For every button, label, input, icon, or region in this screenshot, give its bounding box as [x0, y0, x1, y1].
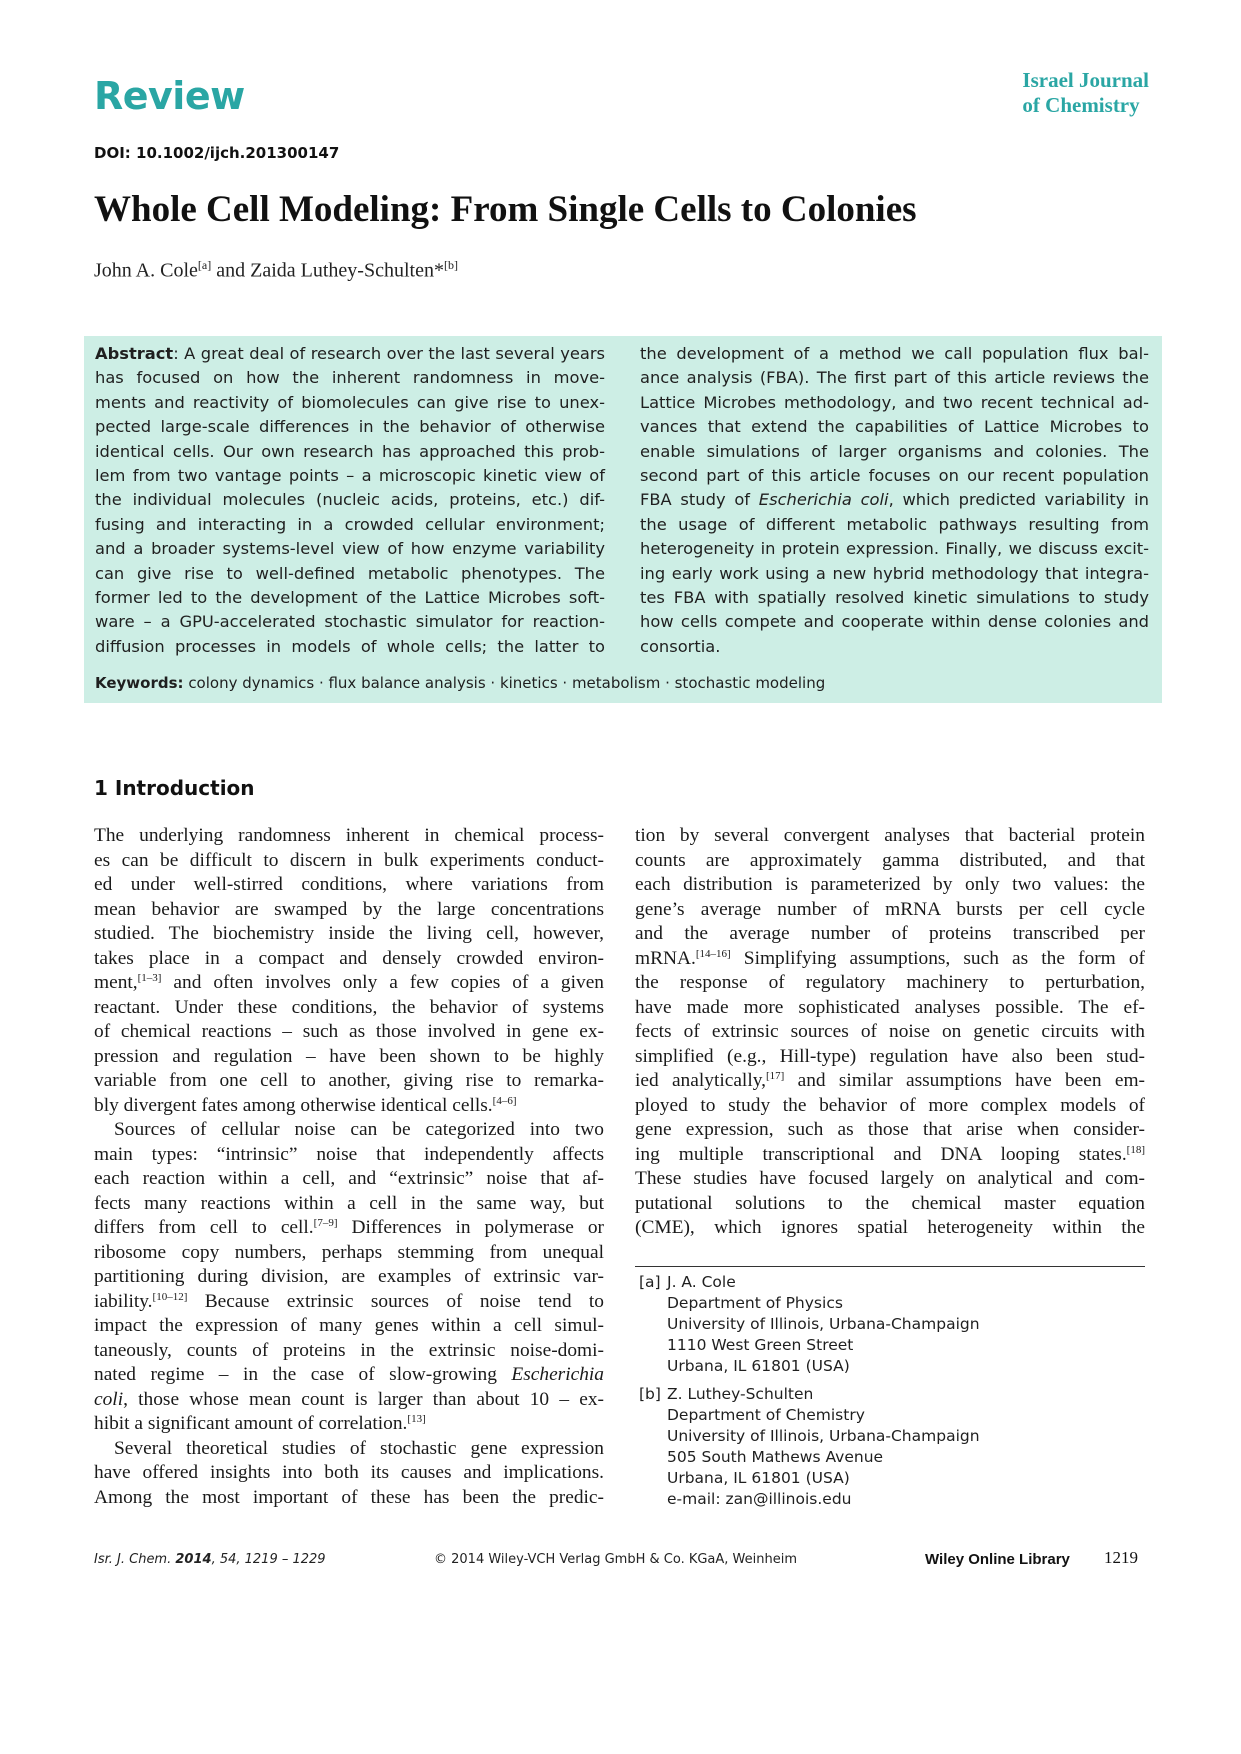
body-text: ployed to study the behavior of more complex models of	[635, 1094, 1145, 1116]
body-text: Sources of cellular noise can be categorized into two	[114, 1119, 604, 1140]
affiliation-line: 505 South Mathews Avenue	[667, 1448, 884, 1466]
body-text: pression and regulation – have been shown to be highly	[94, 1045, 604, 1067]
email-link[interactable]: e-mail: zan@illinois.edu	[667, 1490, 852, 1508]
body-line	[635, 1192, 1145, 1217]
body-line	[94, 971, 604, 996]
body-text: counts are approximately gamma distributed, and that	[635, 849, 1145, 871]
body-text: and often involves only a few copies of a given	[161, 972, 604, 993]
body-line	[94, 996, 604, 1021]
body-text: taneously, counts of proteins in the extrinsic noise-domi-	[94, 1339, 604, 1361]
body-text: bly divergent fates among otherwise identical cells.	[94, 1094, 493, 1116]
abstract-line: consortia.	[640, 636, 721, 656]
body-text: ing multiple transcriptional and DNA looping states.	[635, 1143, 1127, 1165]
abstract-line	[640, 488, 1149, 512]
affiliation-line: Department of Chemistry	[667, 1406, 865, 1424]
body-text: reactant. Under these conditions, the behavior of systems	[94, 996, 604, 1018]
abstract-box	[84, 336, 1162, 703]
abstract-line: identical cells. Our own research has approached this prob-	[95, 441, 605, 461]
body-line	[94, 898, 604, 923]
abstract-line: former led to the development of the Lattice Microbes soft-	[95, 588, 605, 608]
body-line	[94, 1437, 604, 1462]
body-line	[94, 824, 604, 849]
body-text: iability.	[94, 1290, 153, 1312]
abstract-line: and a broader systems-level view of how enzyme variability	[95, 539, 605, 559]
species-name: Escherichia	[511, 1364, 604, 1385]
article-title: Whole Cell Modeling: From Single Cells to Colonies	[94, 189, 917, 230]
abstract-text: FBA study of	[640, 490, 759, 510]
affiliation-ref[interactable]: [b]	[443, 258, 458, 272]
body-text: the response of regulatory machinery to perturbation,	[635, 972, 1145, 993]
footer-copyright: © 2014 Wiley-VCH Verlag GmbH & Co. KGaA, Weinheim	[434, 1552, 798, 1567]
body-line	[635, 1094, 1145, 1119]
abstract-column-right	[640, 342, 1149, 659]
author-name: John A. Cole	[94, 259, 198, 282]
affiliation-line: J. A. Cole	[667, 1273, 736, 1291]
abstract-line: ware – a GPU-accelerated stochastic simulator for reaction-	[95, 612, 605, 632]
abstract-line: fusing and interacting in a crowded cellular environment;	[95, 514, 605, 534]
body-text: partitioning during division, are examples of extrinsic var-	[94, 1266, 604, 1287]
citation-year: 2014	[175, 1552, 212, 1567]
body-text: es can be difficult to discern in bulk experiments conduct-	[94, 849, 604, 871]
affiliation-tag: [b]	[639, 1385, 661, 1403]
body-text: have made more sophisticated analyses possible. The ef-	[635, 996, 1145, 1018]
body-text: each reaction within a cell, and “extrinsic” noise that af-	[94, 1168, 604, 1189]
author-conjunction: and	[211, 259, 251, 282]
body-text: simplified (e.g., Hill-type) regulation have also been stud-	[635, 1045, 1145, 1067]
body-text: of chemical reactions – such as those involved in gene ex-	[94, 1021, 604, 1042]
citation-volume-pages: , 54, 1219 – 1229	[211, 1552, 326, 1567]
abstract-line: diffusion processes in models of whole cells; the latter to	[95, 636, 605, 656]
body-text: Among the most important of these has been the predic-	[94, 1486, 604, 1508]
affiliation-line: 1110 West Green Street	[667, 1336, 854, 1354]
footer-citation	[94, 1552, 326, 1567]
affiliation-tag: [a]	[639, 1273, 661, 1291]
body-line	[94, 1167, 604, 1192]
author-name: Zaida Luthey-Schulten*	[250, 259, 444, 282]
keywords-label: Keywords:	[95, 674, 184, 692]
abstract-line: ments and reactivity of biomolecules can give rise to unex-	[95, 392, 605, 412]
body-line	[94, 1192, 604, 1217]
body-line	[94, 1486, 604, 1511]
species-name: Escherichia coli	[758, 490, 889, 510]
body-line	[635, 1143, 1145, 1168]
body-line	[635, 996, 1145, 1021]
abstract-line: heterogeneity in protein expression. Finally, we discuss excit-	[640, 539, 1149, 559]
citation-ref[interactable]: [4–6]	[492, 1094, 517, 1107]
body-line	[94, 849, 604, 874]
abstract-line: ing early work using a new hybrid methodology that integra-	[640, 563, 1149, 583]
body-line	[94, 1412, 604, 1437]
species-name: coli	[94, 1388, 124, 1410]
body-text: Because extrinsic sources of noise tend to	[187, 1290, 604, 1312]
abstract-line	[95, 342, 605, 366]
body-text: The underlying randomness inherent in chemical process-	[94, 825, 604, 846]
body-column-left	[94, 824, 604, 1510]
body-line	[94, 1045, 604, 1070]
body-text: hibit a significant amount of correlation.	[94, 1413, 408, 1434]
footnote-rule	[635, 1266, 1145, 1267]
section-heading: 1 Introduction	[94, 776, 255, 800]
body-line	[635, 971, 1145, 996]
body-line	[94, 1461, 604, 1486]
abstract-line: can give rise to well-defined metabolic phenotypes. The	[95, 563, 605, 583]
body-text: Several theoretical studies of stochastic gene expression	[114, 1437, 604, 1459]
abstract-line: lem from two vantage points – a microscopic kinetic view of	[95, 466, 605, 486]
abstract-label: Abstract	[95, 344, 174, 363]
journal-name-line1: Israel Journal	[1022, 68, 1149, 92]
body-text: takes place in a compact and densely crowded environ-	[94, 947, 604, 969]
body-text: , those whose mean count is larger than about 10 – ex-	[123, 1388, 604, 1410]
citation-ref[interactable]: [17]	[766, 1070, 785, 1082]
body-text: variable from one cell to another, giving rise to remarka-	[94, 1070, 604, 1091]
body-line	[94, 1265, 604, 1290]
abstract-line: how cells compete and cooperate within dense colonies and	[640, 612, 1149, 632]
citation-ref[interactable]: [7–9]	[313, 1217, 338, 1229]
body-line	[635, 947, 1145, 972]
body-text: each distribution is parameterized by only two values: the	[635, 874, 1145, 895]
body-text: ied analytically,	[635, 1070, 766, 1091]
citation-ref[interactable]: [13]	[407, 1413, 426, 1425]
doi[interactable]: DOI: 10.1002/ijch.201300147	[94, 144, 340, 162]
body-text: gene expression, such as those that arise when consider-	[635, 1119, 1145, 1140]
affiliation-address	[667, 1272, 980, 1377]
abstract-line: has focused on how the inherent randomness in move-	[95, 368, 605, 388]
abstract-column-left	[95, 342, 605, 659]
abstract-line: the development of a method we call population flux bal-	[640, 344, 1149, 363]
body-line	[94, 1094, 604, 1119]
body-line	[94, 1069, 604, 1094]
body-line	[635, 824, 1145, 849]
citation-ref[interactable]: [10–12]	[152, 1290, 188, 1303]
affiliation-line: Department of Physics	[667, 1294, 843, 1312]
abstract-line: enable simulations of larger organisms and colonies. The	[640, 441, 1149, 461]
keywords-list: colony dynamics · flux balance analysis · kinetics · metabolism · stochastic modeling	[183, 674, 826, 692]
body-line	[94, 1363, 604, 1388]
abstract-line: the individual molecules (nucleic acids, proteins, etc.) dif-	[95, 490, 605, 510]
abstract-line: the usage of different metabolic pathways resulting from	[640, 514, 1149, 534]
body-line	[635, 873, 1145, 898]
abstract-line: Lattice Microbes methodology, and two recent technical ad-	[640, 392, 1149, 412]
wiley-online-library-link[interactable]: Wiley Online Library	[925, 1551, 1070, 1568]
body-text: ment,	[94, 972, 138, 993]
affiliation-address	[667, 1384, 980, 1510]
abstract-line: second part of this article focuses on our recent population	[640, 466, 1149, 486]
body-text: Simplifying assumptions, such as the form of	[730, 947, 1145, 969]
body-line	[635, 1020, 1145, 1045]
body-text: Differences in polymerase or	[337, 1217, 604, 1238]
body-text: putational solutions to the chemical master equation	[635, 1192, 1145, 1214]
body-line	[94, 1314, 604, 1339]
journal-name-line2: of Chemistry	[1022, 93, 1140, 117]
citation-ref[interactable]: [18]	[1126, 1143, 1145, 1156]
body-text: have offered insights into both its causes and implications.	[94, 1462, 604, 1483]
body-line	[635, 849, 1145, 874]
section-label: Review	[94, 74, 245, 118]
citation-ref[interactable]: [14–16]	[695, 947, 731, 960]
body-text: mean behavior are swamped by the large concentrations	[94, 898, 604, 920]
body-line	[635, 1216, 1145, 1241]
body-line	[635, 1069, 1145, 1094]
body-line	[94, 1388, 604, 1413]
abstract-line: tes FBA with spatially resolved kinetic simulations to study	[640, 588, 1149, 608]
body-column-right	[635, 824, 1145, 1241]
body-text: ed under well-stirred conditions, where variations from	[94, 874, 604, 895]
body-text: fects of extrinsic sources of noise on genetic circuits with	[635, 1021, 1145, 1042]
abstract-text: : A great deal of research over the last several years	[173, 344, 605, 363]
body-text: nated regime – in the case of slow-growing	[94, 1364, 512, 1385]
citation-ref[interactable]: [1–3]	[137, 972, 162, 984]
body-line	[94, 1216, 604, 1241]
body-line	[94, 1020, 604, 1045]
body-text: tion by several convergent analyses that bacterial protein	[635, 825, 1145, 846]
abstract-line: ance analysis (FBA). The first part of this article reviews the	[640, 368, 1149, 388]
body-line	[94, 1290, 604, 1315]
body-text: fects many reactions within a cell in the same way, but	[94, 1192, 604, 1214]
body-text: gene’s average number of mRNA bursts per cell cycle	[635, 898, 1145, 920]
body-line	[94, 1143, 604, 1168]
abstract-line: vances that extend the capabilities of Lattice Microbes to	[640, 417, 1149, 437]
body-line	[635, 922, 1145, 947]
body-text: (CME), which ignores spatial heterogeneity within the	[635, 1217, 1145, 1238]
body-line	[94, 873, 604, 898]
body-text: mRNA.	[635, 947, 696, 969]
affiliation-ref[interactable]: [a]	[197, 258, 212, 272]
body-line	[635, 1118, 1145, 1143]
body-line	[635, 898, 1145, 923]
body-line	[94, 1118, 604, 1143]
page-number: 1219	[1104, 1548, 1138, 1567]
affiliation-line: University of Illinois, Urbana-Champaign	[667, 1427, 980, 1445]
abstract-text: , which predicted variability in	[888, 490, 1149, 510]
journal-name[interactable]	[1022, 68, 1149, 118]
body-text: studied. The biochemistry inside the living cell, however,	[94, 923, 604, 944]
body-text: and similar assumptions have been em-	[784, 1070, 1145, 1091]
body-line	[94, 947, 604, 972]
body-text: and the average number of proteins transcribed per	[635, 923, 1145, 944]
body-text: differs from cell to cell.	[94, 1217, 314, 1238]
author-line	[94, 258, 458, 283]
affiliation-line: Z. Luthey-Schulten	[667, 1385, 814, 1403]
body-line	[635, 1167, 1145, 1192]
body-line	[94, 1241, 604, 1266]
body-line	[94, 922, 604, 947]
keywords	[95, 674, 825, 692]
body-line	[635, 1045, 1145, 1070]
body-text: main types: “intrinsic” noise that independently affects	[94, 1143, 604, 1165]
abstract-line: pected large-scale differences in the behavior of otherwise	[95, 417, 605, 437]
citation-journal: Isr. J. Chem.	[94, 1552, 176, 1567]
affiliation-line: University of Illinois, Urbana-Champaign	[667, 1315, 980, 1333]
affiliation-line: Urbana, IL 61801 (USA)	[667, 1469, 850, 1487]
body-line	[94, 1339, 604, 1364]
body-text: These studies have focused largely on analytical and com-	[635, 1168, 1145, 1189]
body-text: ribosome copy numbers, perhaps stemming from unequal	[94, 1241, 604, 1263]
affiliation-line: Urbana, IL 61801 (USA)	[667, 1357, 850, 1375]
body-text: impact the expression of many genes within a cell simul-	[94, 1315, 604, 1336]
